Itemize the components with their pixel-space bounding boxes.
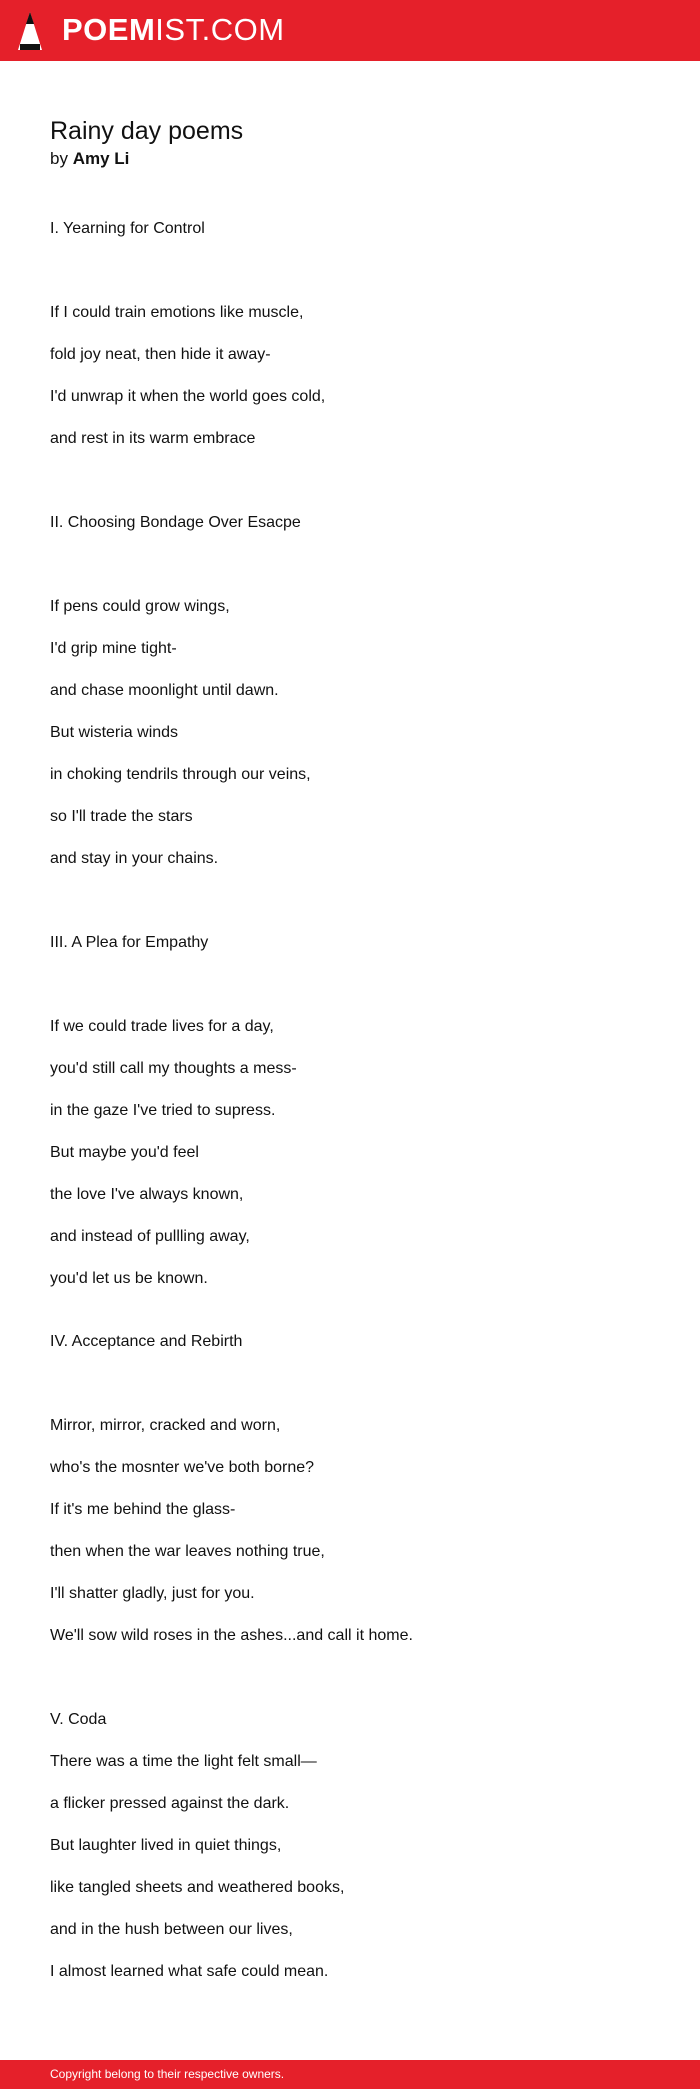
poem-line: like tangled sheets and weathered books, (50, 1879, 345, 1896)
by-label: by (50, 149, 68, 168)
poem-line: If it's me behind the glass- (50, 1501, 236, 1518)
poem-line: and instead of pullling away, (50, 1228, 250, 1245)
poem-line: If we could trade lives for a day, (50, 1018, 274, 1035)
poem-line: I'd unwrap it when the world goes cold, (50, 388, 326, 405)
poem-line: But wisteria winds (50, 724, 179, 741)
poem-line: and in the hush between our lives, (50, 1921, 293, 1938)
poem-line: who's the mosnter we've both borne? (50, 1459, 315, 1476)
poem-line: I'll shatter gladly, just for you. (50, 1585, 255, 1602)
poem-line: III. A Plea for Empathy (50, 934, 209, 951)
poem-line: IV. Acceptance and Rebirth (50, 1333, 243, 1350)
poem-line: a flicker pressed against the dark. (50, 1795, 290, 1812)
poem-line: II. Choosing Bondage Over Esacpe (50, 514, 301, 531)
logo-light-text: IST.COM (155, 12, 285, 47)
poem-line: so I'll trade the stars (50, 808, 193, 825)
site-header (0, 0, 700, 61)
poem-line: and rest in its warm embrace (50, 430, 256, 447)
poem-line: There was a time the light felt small— (50, 1753, 317, 1770)
poem-line: If pens could grow wings, (50, 598, 230, 615)
poem-line: I almost learned what safe could mean. (50, 1963, 329, 1980)
poem-line: the love I've always known, (50, 1186, 244, 1203)
site-footer (0, 2060, 700, 2089)
poem-line: and stay in your chains. (50, 850, 219, 867)
poem-line: and chase moonlight until dawn. (50, 682, 279, 699)
author-name: Amy Li (72, 149, 130, 168)
site-logo[interactable] (62, 12, 285, 48)
poem-line: I. Yearning for Control (50, 220, 205, 237)
poem-line: If I could train emotions like muscle, (50, 304, 304, 321)
byline (50, 148, 129, 170)
pencil-logo-icon[interactable] (16, 10, 44, 52)
poem-line: Mirror, mirror, cracked and worn, (50, 1417, 281, 1434)
poem-line: fold joy neat, then hide it away- (50, 346, 271, 363)
poem-line: But maybe you'd feel (50, 1144, 199, 1161)
poem-line: then when the war leaves nothing true, (50, 1543, 325, 1560)
poem-line: V. Coda (50, 1711, 107, 1728)
poem-line: in the gaze I've tried to supress. (50, 1102, 276, 1119)
poem-line: We'll sow wild roses in the ashes...and call it home. (50, 1627, 413, 1644)
poem-line: in choking tendrils through our veins, (50, 766, 311, 783)
poem-line: But laughter lived in quiet things, (50, 1837, 282, 1854)
logo-bold-text: POEM (62, 12, 156, 47)
poem-line: you'd let us be known. (50, 1270, 208, 1287)
poem-line: you'd still call my thoughts a mess- (50, 1060, 297, 1077)
poem-line: I'd grip mine tight- (50, 640, 177, 657)
copyright-text: Copyright belong to their respective owners. (50, 2067, 285, 2081)
poem-title: Rainy day poems (50, 117, 244, 145)
